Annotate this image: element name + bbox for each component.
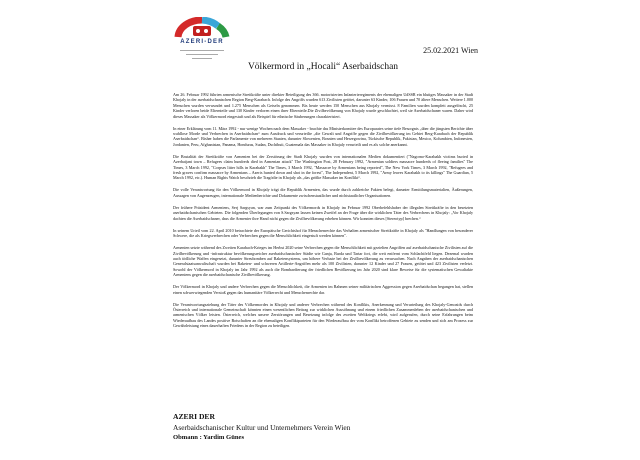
document-date: 25.02.2021 Wien xyxy=(423,46,478,55)
paragraph: Die Verantwortungsziehung der Täter des Völkermordes in Khojaly und anderer Verbrechen während des Konflikts, Anerkennung und Verurteilung des Khojaly-Genozids durch Österreich und internationale Gemeinschaft könnten einen wesentlichen Beitrag zur wirklichen Aussöhnung und einem friedlichen Zusammenleben der aserbaidschanischen und armenischen Völker leisten. Österreich, welches unsere Zerstörungen und Besetzung infolge des zweiten Weltkriegs erlebt, wird aufgerufen, durch seine Erfahrungen beim Wiederaufbau des Landes positive Botschaften an die ehemaligen Konfliktparteien für den Wiederaufbau der vom Konflikt betroffenen Gebiete zu senden und sich am Prozess zur Gewährleistung eines dauerhaften Friedens in der Region zu beteiligen. xyxy=(173,301,473,329)
paragraph: Der frühere Präsident Armeniens, Serj Sargsyan, war zum Zeitpunkt des Völkermords in Khojaly im Februar 1992 Oberbefehlshaber der illegalen Streitkräfte in den besetzten aserbaidschanischen Gebieten. Die folgenden Überlegungen von S.Sargsyan lassen keinen Zweifel an der Frage über die wirklichen Täter des Verbrechens in Khojaly: „Vor Khojaly dachten die Aserbaidschaner, dass die Armenier ihre Hand nicht gegen die Zivilbevölkerung erheben können. Wir konnten dieses [Stereotyp] brechen.“ xyxy=(173,204,473,221)
logo-subtitle-line xyxy=(186,54,218,55)
paragraph: Der Völkermord in Khojaly und andere Verbrechen gegen die Menschlichkeit, die Armenien im Rahmen seiner militärischen Aggression gegen Aserbaidschan begangen hat, stellen einen schwerwiegenden Verstoß gegen das humanitäre Völkerrecht und Menschenrechte dar. xyxy=(173,284,473,295)
paragraph: Am 26. Februar 1992 führten armenische Streitkräfte unter direkter Beteiligung des 366. motorisierten Infanterieregiments der ehemaligen UdSSR ein blutiges Massaker in der Stadt Khojaly in der aserbaidschanischen Region Berg-Karabach. Infolge des Angriffs wurden 613 Zivilisten getötet, darunter 63 Kinder, 106 Frauen und 70 ältere Menschen. Weitere 1.000 Menschen wurden verwundet und 1.275 Menschen als Geiseln genommen. Bis heute werden 150 Menschen aus Khojaly vermisst. 8 Familien wurden komplett ausgelöscht, 25 Kinder verloren beide Elternteile und 130 Kinder verloren einen ihrer Elternteile.Die Zivilbevölkerung von Khojaly wurde geschlachtet, weil sie Aserbaidschaner waren. Daher wird dieses Massaker als Völkermord eingestuft und als Beispiel für ethnische Säuberungen charakterisiert. xyxy=(173,92,473,119)
paragraph: Die Brutalität der Streitkräfte von Armenien bei der Zerstörung der Stadt Khojaly wurden von internationalen Medien dokumentiert ("Nagorno-Karabakh victims buried in Azerbaijani town – Refugees claim hundreds died in Armenian attack" The Washington Post, 28 February 1992, "Armenian soldiers massacre hundreds of fleeing families" The Times, 3 March 1992, "Corpses litter hills in Karabakh" The Times, 3 March 1992, "Massacre by Armenians being reported", The New York Times, 3 March 1992, "Refugees and fresh graves confirm massacre by Armenians – Azeris hunted down and shot in the forest", The Independent, 5 March 1992, "Army leaves Karabakh to its killings" The Guardian, 5 March 1992, etc.). Human Rights Watch beschrieb die Tragödie in Khojaly als „das größte Massaker im Konflikt“. xyxy=(173,153,473,181)
logo-subtitle-line xyxy=(180,50,224,51)
paragraph: In seinem Urteil vom 22. April 2010 betrachtete der Europäische Gerichtshof für Menschenrechte das Verhalten armenischer Streitkräfte in Khojaly als "Handlungen von besonderer Schwere, die als Kriegsverbrechen oder Verbrechen gegen die Menschlichkeit eingestuft werden können". xyxy=(173,227,473,239)
signature-chair: Obmann : Yardim Günes xyxy=(173,434,245,441)
signature-full-name: Aserbaidschanischer Kultur und Unternehmers Verein Wien xyxy=(173,423,351,432)
logo-wordmark: AZERI-DER xyxy=(180,39,224,45)
paragraph: Armenien setzte während des Zweiten Karabach-Krieges im Herbst 2020 seine Verbrechen gegen die Menschlichkeit mit gezielten Angriffen auf aserbaidschanische Zivilisten auf die Zivilbevölkerung und -infrastruktur bevölkerungsreicher aserbaidschanischer Städte wie Ganja, Barda und Tartar fort, die weit entfernt vom Schlachtfeld liegen. Dezemal wurden auch tödliche Waffen eingesetzt, darunter Streubomben auf Raketensystems, um höhere Verluste bei der Zivilbevölkerung zu verursachen. Nach Angaben der aserbaidschanischen Generalstaatsanwaltschaft wurden bei Raketen- und schweren Artillerie-Angriffen mehr als 100 Zivilisten, darunter 12 Kinder und 27 Frauen, getötet und 423 Zivilisten verletzt. Sowohl der Völkermord in Khojaly im Jahr 1992 als auch die Bombardierung der friedlichen Bevölkerung im Jahr 2020 sind klare Beweise für die systematischen Gewaltakte Armeniens gegen die aserbaidschanische Zivilbevölkerung. xyxy=(173,245,473,278)
paragraph: In einer Erklärung vom 11. März 1992 - nur wenige Wochen nach dem Massaker - brachte das Ministerkomitee des Europarates seine tiefe Besorgnis „über die jüngsten Berichte über wahllose Morde und Verbrechen in Aserbaidschan“ zum Ausdruck und verurteilte „die Gewalt und Angriffe gegen die Zivilbevölkerung im Gebiet Berg-Karabach der Republik Aserbaidschan“. Bisher haben die Parlamente von mehreren Staaten, darunter Slowenien, Bosnien und Herzegowina, Türkische Republik, Pakistan, Mexico, Kolumbien, Indonesien, Jordanien, Peru, Afghanistan, Panama, Honduras, Sudan, Dschibuti, Guatemala das Massaker in Khojaly verurteilt und es als solche anerkannt. xyxy=(173,125,473,147)
logo-emblem-icon xyxy=(174,17,230,39)
document-title: Völkermord in „Hocali“ Aserbaidschan xyxy=(247,62,399,72)
signature-org: AZERI DER xyxy=(173,412,215,421)
logo-subtitle-line xyxy=(192,58,212,59)
signature-block xyxy=(173,412,473,443)
document-body xyxy=(173,92,473,335)
paragraph: Die volle Verantwortung für den Völkermord in Khojaly trägt die Republik Armenien, das wurde durch zahlreiche Fakten belegt, darunter Ermittlungsmaterialien, Äußerungen, Aussagen von Augenzeugen, internationale Medienberichte und Dokumente zwischenstaatlicher und nichtstaatlicher Organisationen. xyxy=(173,187,473,198)
azeri-der-logo xyxy=(174,17,230,61)
